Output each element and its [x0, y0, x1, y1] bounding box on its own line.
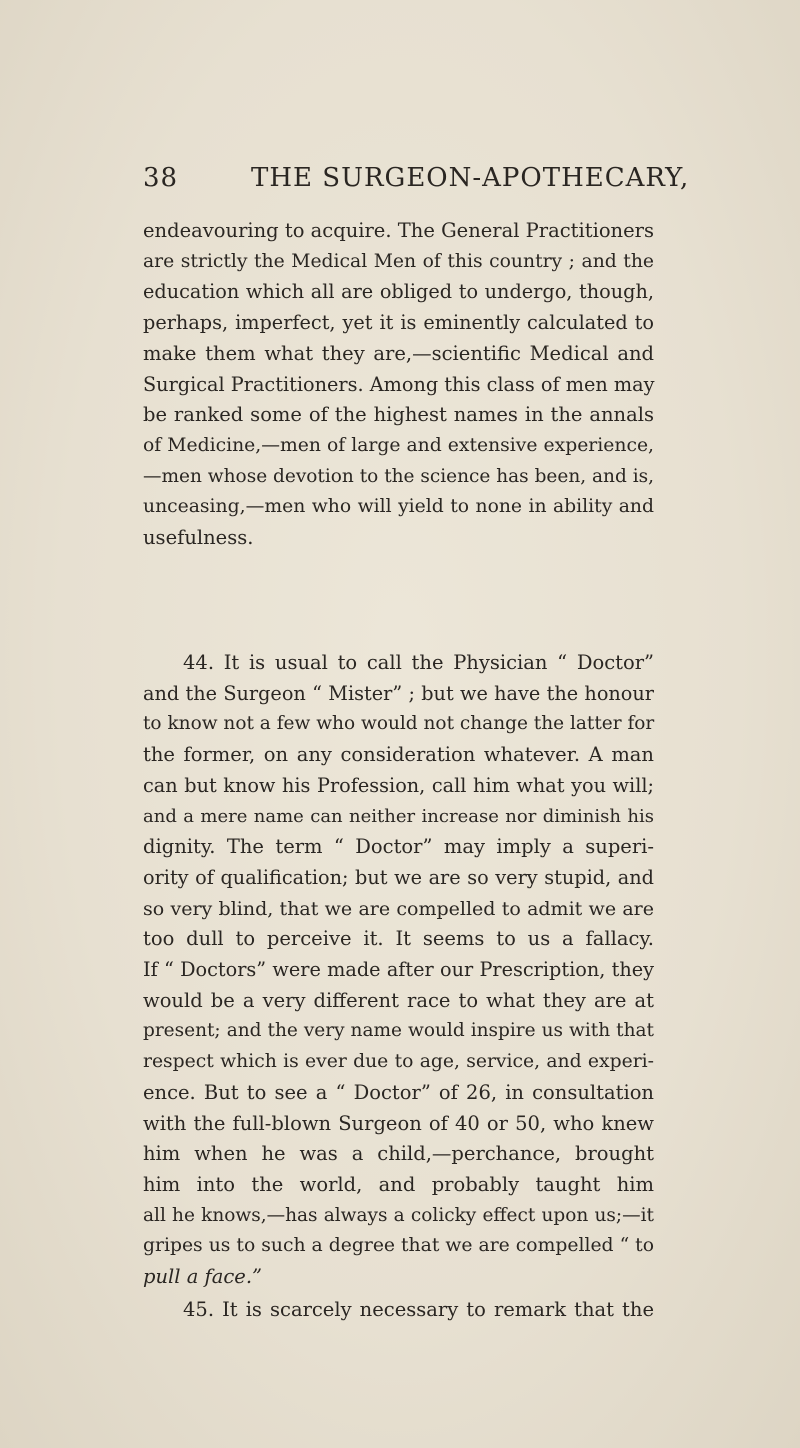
text-line: pull a face.”: [143, 1265, 263, 1289]
text-line: 45. It is scarcely necessary to remark that the: [183, 1298, 654, 1321]
text-line: so very blind, that we are compelled to admit we are: [143, 897, 654, 920]
text-line: dignity. The term “ Doctor” may imply a superi-: [143, 835, 654, 859]
text-line: of Medicine,—men of large and extensive experience,: [143, 434, 654, 456]
paragraph-45: [143, 1295, 654, 1326]
text-line: perhaps, imperfect, yet it is eminently calculated to: [143, 311, 654, 335]
text-line: too dull to perceive it. It seems to us a fallacy.: [143, 927, 654, 951]
text-line: If “ Doctors” were made after our Prescription, they: [143, 958, 654, 982]
paragraph-continued: [143, 216, 654, 554]
text-line: education which all are obliged to undergo, though,: [143, 280, 654, 304]
text-line: present; and the very name would inspire us with that: [143, 1020, 654, 1042]
paragraph-44: [143, 648, 654, 1293]
text-line: can but know his Profession, call him what you will;: [143, 773, 654, 797]
text-line: —men whose devotion to the science has been, and is,: [143, 465, 654, 487]
text-line: and a mere name can neither increase nor diminish his: [143, 805, 654, 827]
text-line: Surgical Practitioners. Among this class of men may: [143, 372, 655, 396]
text-line: with the full-blown Surgeon of 40 or 50, who knew: [143, 1111, 654, 1135]
text-line: endeavouring to acquire. The General Practitioners: [143, 219, 654, 242]
text-line: would be a very different race to what they are at: [143, 988, 654, 1012]
text-line: all he knows,—has always a colicky effect upon us;—it: [143, 1204, 654, 1226]
text-line: are strictly the Medical Men of this country ; and the: [143, 250, 654, 272]
text-line: ence. But to see a “ Doctor” of 26, in consultation: [143, 1080, 654, 1104]
text-line: him into the world, and probably taught him: [143, 1172, 654, 1196]
text-line: and the Surgeon “ Mister” ; but we have the honour: [143, 681, 654, 705]
running-head: THE SURGEON-APOTHECARY,: [251, 163, 690, 193]
text-line: to know not a few who would not change the latter for: [143, 713, 655, 735]
text-line: make them what they are,—scientific Medical and: [143, 341, 654, 365]
text-line: him when he was a child,—perchance, brought: [143, 1142, 654, 1166]
page-header: [143, 163, 690, 203]
text-line: the former, on any consideration whatever. A man: [143, 743, 654, 767]
text-line: ority of qualification; but we are so very stupid, and: [143, 865, 654, 889]
text-line: respect which is ever due to age, service, and experi-: [143, 1051, 654, 1073]
text-line: unceasing,—men who will yield to none in ability and: [143, 496, 654, 518]
text-line: usefulness.: [143, 526, 254, 550]
page-number: 38: [143, 163, 179, 193]
text-line: gripes us to such a degree that we are compelled “ to: [143, 1235, 654, 1257]
text-line: 44. It is usual to call the Physician “ Doctor”: [183, 651, 654, 674]
text-line: be ranked some of the highest names in the annals: [143, 403, 654, 427]
